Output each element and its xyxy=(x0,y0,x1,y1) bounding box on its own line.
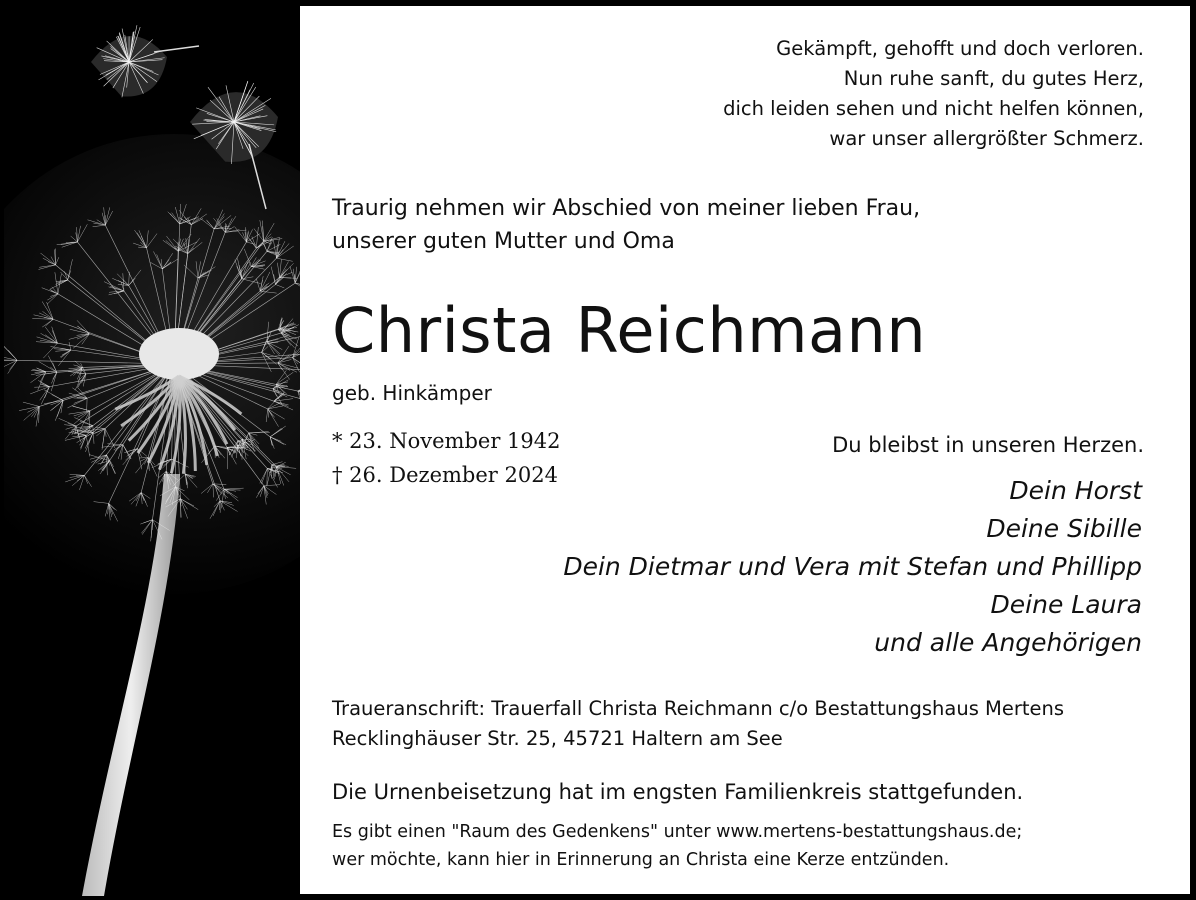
mourner: Dein Horst xyxy=(1009,476,1142,505)
mourner: Deine Sibille xyxy=(986,514,1142,543)
death-date: † 26. Dezember 2024 xyxy=(332,463,558,487)
note-line: Es gibt einen "Raum des Gedenkens" unter www.mertens-bestattungshaus.de; xyxy=(332,822,1023,842)
poem-line: dich leiden sehen und nicht helfen können, xyxy=(723,97,1144,120)
mourner: und alle Angehörigen xyxy=(874,628,1142,657)
poem-line: Gekämpft, gehofft und doch verloren. xyxy=(776,37,1144,60)
address-line: Recklinghäuser Str. 25, 45721 Haltern am See xyxy=(332,727,783,750)
maiden-name: geb. Hinkämper xyxy=(332,381,492,405)
dandelion-image xyxy=(4,4,300,896)
intro-line: unserer guten Mutter und Oma xyxy=(332,229,675,254)
intro-line: Traurig nehmen wir Abschied von meiner lieben Frau, xyxy=(332,196,921,221)
poem-line: war unser allergrößter Schmerz. xyxy=(829,127,1144,150)
urn-burial-note: Die Urnenbeisetzung hat im engsten Familienkreis stattgefunden. xyxy=(332,780,1024,804)
birth-date: * 23. November 1942 xyxy=(332,429,561,453)
mourners-list xyxy=(563,472,1142,662)
memorial-note xyxy=(332,818,1022,874)
deceased-name: Christa Reichmann xyxy=(332,294,927,367)
mourner: Dein Dietmar und Vera mit Stefan und Phillipp xyxy=(563,552,1142,581)
remembrance-line: Du bleibst in unseren Herzen. xyxy=(832,433,1144,457)
farewell-intro xyxy=(332,192,920,258)
mourner: Deine Laura xyxy=(990,590,1142,619)
poem-line: Nun ruhe sanft, du gutes Herz, xyxy=(843,67,1144,90)
mourning-address xyxy=(332,694,1064,754)
poem-block xyxy=(723,34,1144,154)
life-dates xyxy=(332,424,561,492)
dandelion-photo xyxy=(4,4,300,896)
address-line: Traueranschrift: Trauerfall Christa Reichmann c/o Bestattungshaus Mertens xyxy=(332,697,1065,720)
note-line: wer möchte, kann hier in Erinnerung an Christa eine Kerze entzünden. xyxy=(332,850,950,870)
obituary-text-panel xyxy=(300,6,1190,894)
